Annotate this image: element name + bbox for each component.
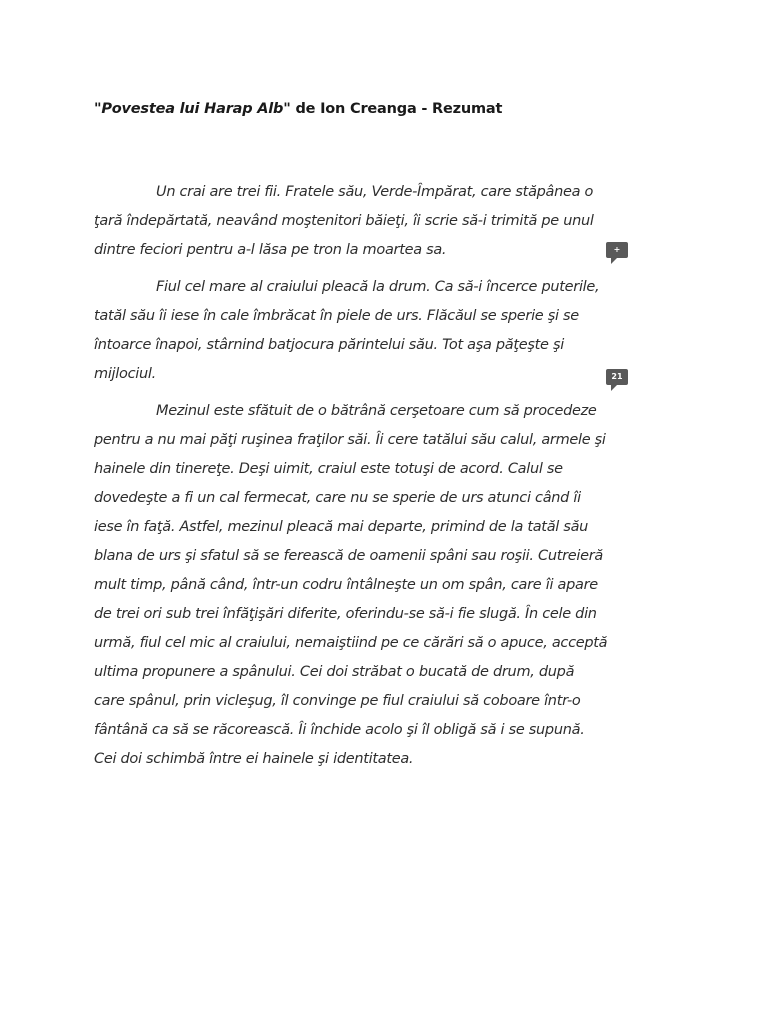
document-title-quoted: "Povestea lui Harap Alb" [94,101,291,117]
paragraph-3: Mezinul este sfătuit de o bătrână cerşetoare cum să procedeze pentru a nu mai păţi ruşinea fraţilor săi. Îi cere tatălui său calul, armele şi hainele din tinereţe. Deşi uimit, craiul este totuşi de acord. Calul se dovedeşte a fi un cal fermecat, care nu se sperie de urs atunci când îi iese în faţă. Astfel, mezinul pleacă mai departe, primind de la tatăl său blana de urs şi sfatul să se ferească de oamenii spâni sau roşii. Cutreieră mult timp, până când, într-un codru întâlneşte un om spân, care îi apare de trei ori sub trei înfăţişări diferite, oferindu-se să-i fie slugă. În cele din urmă, fiul cel mic al craiului, nemaiştiind pe ce cărări să o apuce, acceptă ultima propunere a spânului. Cei doi străbat o bucată de drum, după care spânul, prin vicleşug, îl convinge pe fiul craiului să coboare într-o fântână ca să se răcorească. Îi închide acolo şi îl obligă să i se supună. Cei doi schimbă între ei hainele şi identitatea. [94,403,608,767]
document-body [94,178,608,782]
add-comment-icon[interactable]: + [606,242,628,258]
paragraph-2: Fiul cel mare al craiului pleacă la drum. Ca să-i încerce puterile, tatăl său îi iese în cale îmbrăcat în piele de urs. Flăcăul se sperie şi se întoarce înapoi, stârnind batjocura părintelui său. Tot aşa păţeşte şi mijlociul. [94,279,600,382]
document-title [94,101,502,117]
document-title-author: de Ion Creanga - Rezumat [290,101,503,117]
comment-count-icon[interactable]: 21 [606,369,628,385]
paragraph-1: Un crai are trei fii. Fratele său, Verde-Împărat, care stăpânea o ţară îndepărtată, neavând moştenitori băieţi, îi scrie să-i trimită pe unul dintre feciori pentru a-l lăsa pe tron la moartea sa. [94,184,594,258]
